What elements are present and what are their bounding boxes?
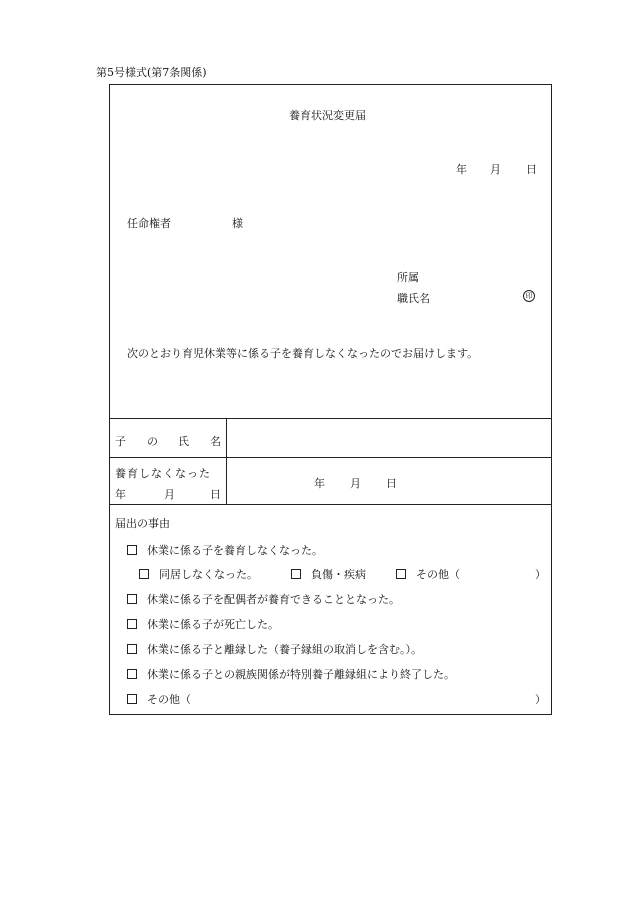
checkbox[interactable] bbox=[127, 644, 137, 654]
reasons-heading: 届出の事由 bbox=[115, 517, 170, 530]
affiliation-label: 所属 bbox=[397, 271, 419, 284]
sub-reason-item: 負傷・疾病 bbox=[291, 566, 366, 582]
checkbox[interactable] bbox=[291, 569, 301, 579]
table-bottom-border bbox=[110, 504, 551, 505]
date-month-label: 月 bbox=[490, 163, 501, 176]
statement-text: 次のとおり育児休業等に係る子を養育しなくなったのでお届けします。 bbox=[127, 347, 479, 360]
reason-item: その他（ bbox=[127, 691, 191, 707]
reason-item: 休業に係る子を養育しなくなった。 bbox=[127, 542, 323, 558]
sub-reason-item: 同居しなくなった。 bbox=[139, 566, 258, 582]
checkbox[interactable] bbox=[127, 594, 137, 604]
form-title: 養育状況変更届 bbox=[289, 109, 366, 122]
reason-item: 休業に係る子を配偶者が養育できることとなった。 bbox=[127, 591, 400, 607]
addressee-honorific: 様 bbox=[232, 217, 243, 230]
checkbox[interactable] bbox=[127, 545, 137, 555]
addressee-label: 任命権者 bbox=[127, 217, 171, 230]
checkbox[interactable] bbox=[127, 694, 137, 704]
reason-item: 休業に係る子と離縁した（養子縁組の取消しを含む。）。 bbox=[127, 641, 422, 657]
other-close-paren: ） bbox=[535, 693, 546, 706]
reason-item: 休業に係る子が死亡した。 bbox=[127, 616, 279, 632]
sub-reason-item: その他（ bbox=[396, 566, 460, 582]
checkbox[interactable] bbox=[139, 569, 149, 579]
form-number: 第5号様式(第7条関係) bbox=[96, 66, 207, 79]
checkbox[interactable] bbox=[127, 619, 137, 629]
name-label: 職氏名 bbox=[397, 292, 430, 305]
checkbox[interactable] bbox=[396, 569, 406, 579]
table-row-divider bbox=[110, 457, 551, 458]
reason-item: 休業に係る子との親族関係が特別養子離縁組により終了した。 bbox=[127, 666, 455, 682]
date-year-label: 年 bbox=[456, 163, 467, 176]
seal-mark: 印 bbox=[523, 290, 535, 302]
notification-form: 養育状況変更届 年 月 日 任命権者 様 所属 職氏名 印 次のとおり育児休業等に係る子を養育しなくなったのでお届けします。 子 の 氏 名 養育しなくなった 年 月 日 年 月 日 届出の事由 休業に係る子を養育しなくなった。 同居しなくなった。 負傷・疾病 その他（ ） 休業に係る子を配偶者が養育できることとなった。 休業に係る子が死亡した。 休業に係る子と離縁した（養子縁組の取消しを含む。）。 休業に係る子との親族関係が特別養子離縁組により終了した。 その他（ ） bbox=[109, 84, 552, 715]
table-column-divider bbox=[226, 418, 227, 504]
sub-other-close-paren: ） bbox=[535, 568, 546, 581]
table-top-border bbox=[110, 418, 551, 419]
checkbox[interactable] bbox=[127, 669, 137, 679]
date-day-label: 日 bbox=[526, 163, 537, 176]
